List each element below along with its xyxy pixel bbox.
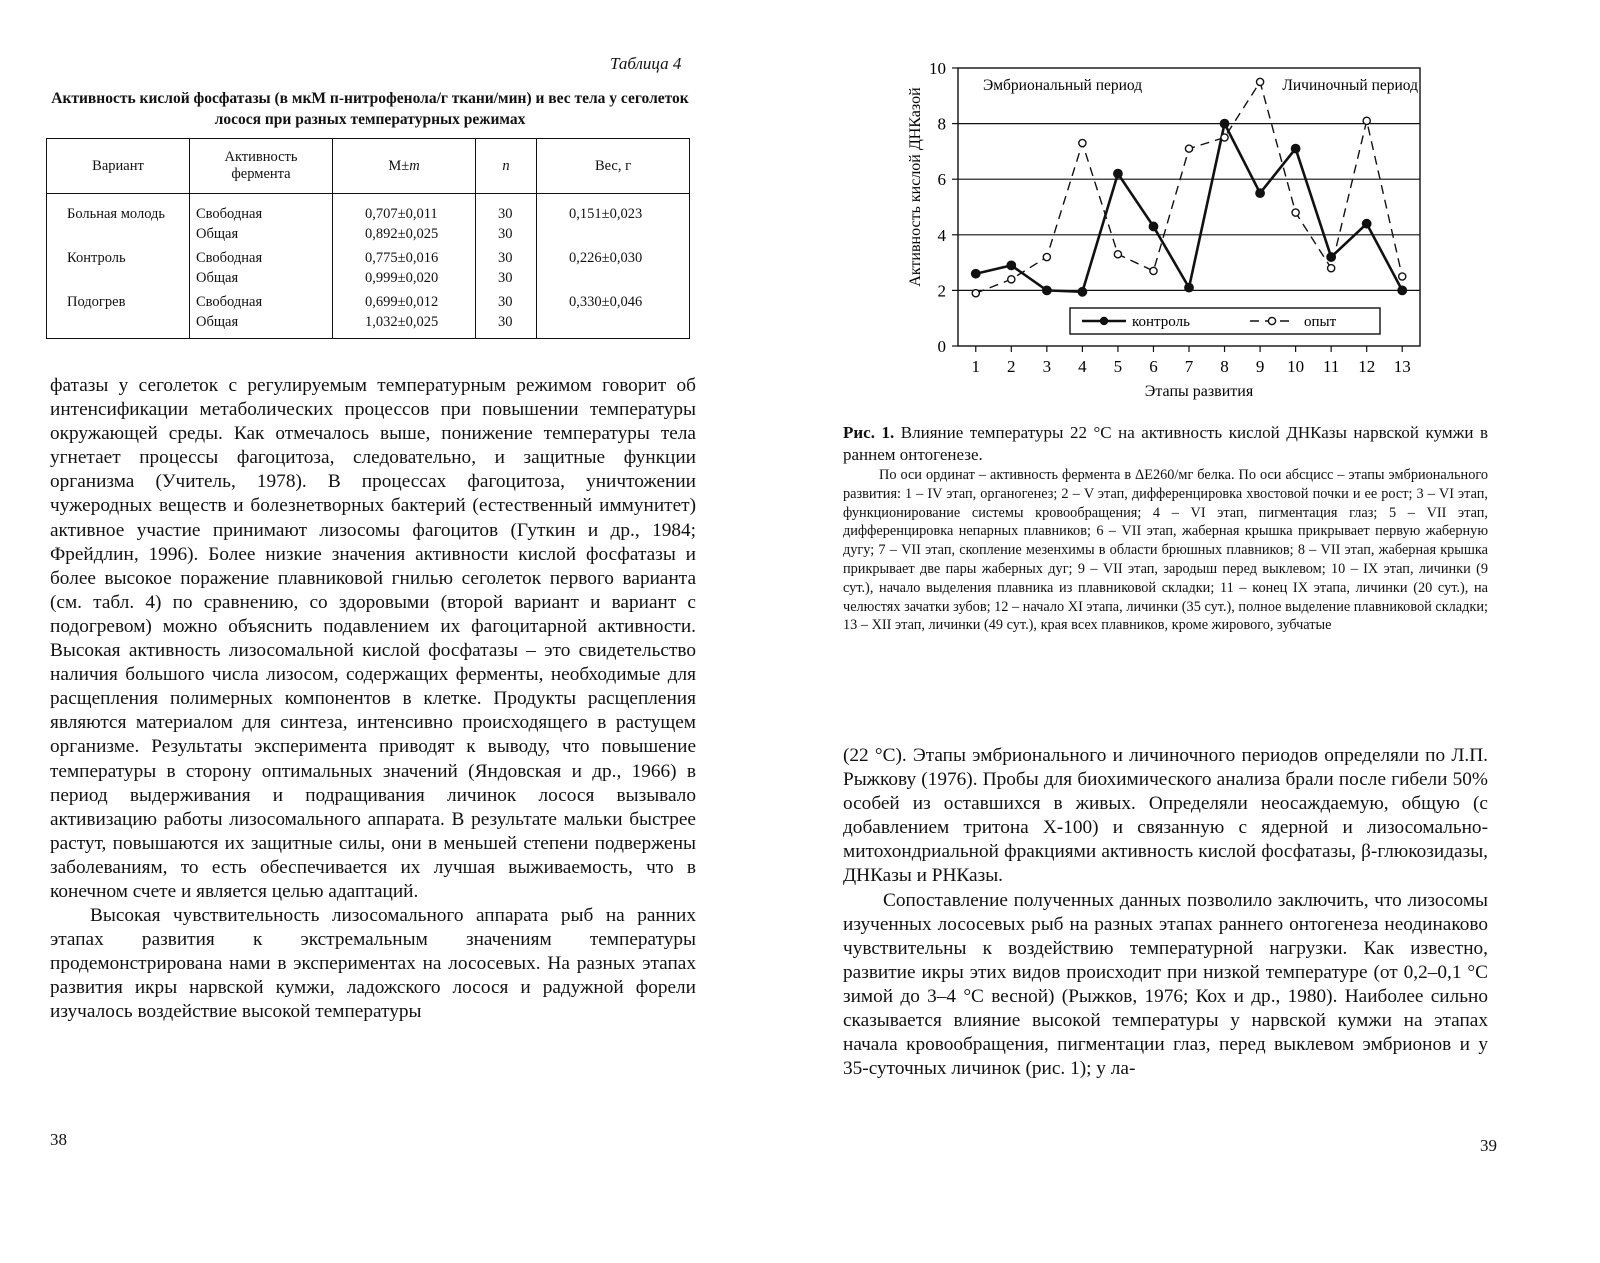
right-body-text	[843, 744, 1488, 1081]
data-point	[1079, 139, 1086, 146]
table-cell-n: 30	[476, 194, 537, 225]
plot-frame	[958, 68, 1420, 346]
table-cell-activity: Общая	[190, 312, 333, 339]
paragraph: Сопоставление полученных данных позволило заключить, что лизосомы изученных лососевых рыб на разных этапах раннего онтогенеза неодинаково чувствительны к воздействию температурной нагрузки. Как известно, развитие икры этих видов происходит при низкой температуре (от 0,2–0,1 °С зимой до 3–4 °С весной) (Рыжков, 1976; Кох и др., 1980). Наиболее сильно сказывается влияние высокой температуры у нарвской кумжи на этапах начала кровообращения, пигментации глаз, перед выклевом эмбрионов и у 35-суточных личинок (рис. 1); у ла-	[843, 889, 1488, 1080]
table-cell-mean: 0,775±0,016	[333, 244, 476, 268]
table-cell-variant: Подогрев	[67, 294, 126, 310]
data-point	[1185, 145, 1192, 152]
data-point	[1399, 273, 1406, 280]
table-header-weight: Вес, г	[537, 139, 690, 194]
table-cell-n: 30	[476, 244, 537, 268]
table-row	[47, 194, 690, 225]
table-row	[47, 312, 690, 339]
x-tick-label: 5	[1113, 357, 1123, 376]
table-cell-weight	[537, 224, 690, 244]
data-point	[1362, 219, 1370, 227]
table-cell-mean: 0,699±0,012	[333, 288, 476, 312]
table-cell-variant	[47, 224, 190, 244]
data-point	[1043, 253, 1050, 260]
chart-legend	[1070, 308, 1380, 334]
data-point	[1220, 119, 1228, 127]
table-header-row	[47, 139, 690, 194]
annotation-embryonic: Эмбриональный период	[983, 77, 1143, 94]
data-point	[1292, 209, 1299, 216]
x-tick-label: 6	[1149, 357, 1158, 376]
data-point	[1291, 144, 1299, 152]
data-point	[1256, 189, 1264, 197]
y-axis-label: Активность кислой ДНКазой	[907, 87, 924, 287]
table-cell-mean: 1,032±0,025	[333, 312, 476, 339]
data-point	[1149, 222, 1157, 230]
table-cell-variant	[47, 268, 190, 288]
table-title: Активность кислой фосфатазы (в мкМ п-нитрофенола/г ткани/мин) и вес тела у сеголеток лосося при разных температурных режимах	[51, 90, 689, 128]
left-body-text	[50, 374, 696, 1025]
figure-caption-text: Влияние температуры 22 °С на активность кислой ДНКазы нарвской кумжи в раннем онтогенезе.	[843, 423, 1489, 464]
right-page	[800, 0, 1600, 1263]
chart-labels	[907, 59, 1418, 400]
table-cell-mean: 0,999±0,020	[333, 268, 476, 288]
table-row	[47, 288, 690, 312]
x-tick-label: 8	[1220, 357, 1229, 376]
paragraph: (22 °С). Этапы эмбрионального и личиночного периодов определяли по Л.П. Рыжкову (1976). Пробы для биохимического анализа брали после гибели 50% особей из оставшихся в живых. Определяли неосаждаемую, общую (с добавлением тритона Х-100) и связанную с ядерной и лизосомально-митохондриальной фракциями активность кислой фосфатазы, β-глюкозидазы, ДНКазы и РНКазы.	[843, 745, 1488, 887]
data-point	[1007, 261, 1015, 269]
dnase-activity-chart	[900, 50, 1440, 410]
y-tick-label: 4	[937, 225, 946, 245]
table-cell-weight: 0,330±0,046	[537, 288, 690, 312]
x-tick-label: 1	[971, 357, 981, 376]
left-page	[0, 0, 760, 1263]
x-axis-label: Этапы развития	[1144, 383, 1254, 400]
data-point	[1185, 283, 1193, 291]
x-tick-label: 12	[1358, 357, 1376, 376]
x-tick-label: 7	[1184, 357, 1194, 376]
x-tick-label: 10	[1287, 357, 1305, 376]
table-cell-variant: Больная молодь	[67, 206, 166, 222]
data-point	[1398, 286, 1406, 294]
table-cell-mean: 0,892±0,025	[333, 224, 476, 244]
table-cell-n: 30	[476, 224, 537, 244]
table-cell-n: 30	[476, 268, 537, 288]
table-header-activity: Активность фермента	[190, 139, 333, 194]
table-row	[47, 268, 690, 288]
data-point	[1078, 288, 1086, 296]
table-header-variant: Вариант	[47, 139, 190, 194]
table-cell-activity: Общая	[190, 268, 333, 288]
page-number: 39	[1480, 1136, 1497, 1155]
x-tick-label: 13	[1393, 357, 1411, 376]
legend-marker-experiment	[1268, 317, 1275, 324]
data-point	[1008, 276, 1015, 283]
data-point	[1043, 286, 1051, 294]
chart-series	[972, 78, 1407, 296]
page-number: 38	[50, 1130, 67, 1149]
table-row	[47, 224, 690, 244]
table-cell-activity: Свободная	[190, 194, 333, 225]
figure-note	[843, 466, 1488, 635]
table-cell-n: 30	[476, 288, 537, 312]
y-tick-label: 10	[929, 59, 946, 78]
legend-label-control: контроль	[1132, 314, 1190, 330]
data-point	[972, 270, 980, 278]
data-point	[1363, 117, 1370, 124]
table-cell-n: 30	[476, 312, 537, 339]
table-cell-mean: 0,707±0,011	[333, 194, 476, 225]
data-point	[1256, 78, 1263, 85]
table-cell-activity: Свободная	[190, 288, 333, 312]
table-header-mean: M±m	[333, 139, 476, 194]
table-cell-activity: Общая	[190, 224, 333, 244]
phosphatase-table	[46, 138, 690, 339]
x-tick-label: 4	[1078, 357, 1087, 376]
table-header-n: n	[476, 139, 537, 194]
data-point	[972, 290, 979, 297]
y-tick-label: 2	[937, 281, 946, 301]
table-cell-weight: 0,151±0,023	[537, 194, 690, 225]
y-tick-label: 8	[937, 114, 946, 134]
y-tick-label: 6	[937, 170, 946, 190]
figure-caption	[843, 422, 1488, 466]
data-point	[1150, 267, 1157, 274]
legend-marker-control	[1100, 317, 1108, 325]
table-cell-weight	[537, 312, 690, 339]
series-line-experiment	[976, 82, 1402, 293]
table-label: Таблица 4	[610, 54, 682, 73]
data-point	[1328, 265, 1335, 272]
annotation-larval: Личиночный период	[1282, 77, 1418, 94]
x-tick-label: 9	[1255, 357, 1265, 376]
x-tick-label: 11	[1322, 357, 1340, 376]
table-cell-variant: Контроль	[67, 250, 126, 266]
legend-label-experiment: опыт	[1304, 314, 1337, 330]
figure-caption-label: Рис. 1.	[843, 423, 895, 442]
table-row	[47, 244, 690, 268]
data-point	[1221, 134, 1228, 141]
figure-note-text: По оси ординат – активность фермента в ΔE260/мг белка. По оси абсцисс – этапы эмбрионального развития: 1 – IV этап, органогенез; 2 – V этап, дифференцировка хвостовой почки и ее рост; 3 – VI этап, функционирование системы кровообращения; 4 – VI этап, пигментация глаз; 5 – VII этап, дифференцировка непарных плавников; 6 – VII этап, жаберная крышка прикрывает первую жаберную дугу; 7 – VII этап, скопление мезенхимы в области брюшных плавников; 8 – VII этап, жаберная крышка прикрывает две пары жаберных дуг; 9 – VII этап, зародыш перед выклевом; 10 – IX этап, личинки (9 сут.), начало выделения плавника из плавниковой складки; 11 – конец IX этапа, личинки (20 сут.), на челюстях зачатки зубов; 12 – начало XI этапа, личинки (35 сут.), полное выделение плавниковой складки; 13 – XII этап, личинки (49 сут.), края всех плавников, кроме жирового, зубчатые	[843, 467, 1488, 634]
paragraph: фатазы у сеголеток с регулируемым температурным режимом говорит об интенсификации метаболических процессов при повышении температуры окружающей среды. Как отмечалось выше, понижение температуры тела угнетает процессы фагоцитоза, следовательно, и защитные функции организма (Учитель, 1978). В процессах фагоцитоза, уничтожении чужеродных веществ и болезнетворных бактерий (естественный иммунитет) активное участие принимают лизосомы фагоцитов (Гуткин и др., 1984; Фрейдлин, 1996). Более низкие значения активности кислой фосфатазы и более высокое поражение плавниковой гнилью сеголеток первого варианта (см. табл. 4) по сравнению, со здоровыми (второй вариант и вариант с подогревом) можно объяснить подавлением их фагоцитарной активности. Высокая активность лизосомальной кислой фосфатазы – это свидетельство наличия большого числа лизосом, содержащих ферменты, необходимые для расщепления полимерных компонентов в клетке. Продукты расщепления являются материалом для синтеза, интенсивно происходящего в растущем организме. Результаты эксперимента приводят к выводу, что повышение температуры в сторону оптимальных значений (Яндовская и др., 1966) в период выдерживания и подращивания личинок лосося вызывало активизацию работы лизосомального аппарата. В результате мальки быстрее растут, повышаются их защитные силы, они в меньшей степени подвержены заболеваниям, то есть обеспечивается их лучшая выживаемость, что в конечном счете и является целью адаптаций.	[50, 375, 696, 902]
data-point	[1114, 169, 1122, 177]
table-cell-weight: 0,226±0,030	[537, 244, 690, 268]
data-point	[1114, 251, 1121, 258]
table-cell-activity: Свободная	[190, 244, 333, 268]
x-tick-label: 3	[1042, 357, 1052, 376]
paragraph: Высокая чувствительность лизосомального аппарата рыб на ранних этапах развития к экстремальным значениям температуры продемонстрирована нами в экспериментах на лососевых. На разных этапах развития икры нарвской кумжи, ладожского лосося и радужной форели изучалось воздействие высокой температуры	[50, 905, 696, 1023]
x-tick-label: 2	[1007, 357, 1016, 376]
y-tick-label: 0	[937, 337, 946, 356]
table-cell-weight	[537, 268, 690, 288]
table-cell-variant	[47, 312, 190, 339]
